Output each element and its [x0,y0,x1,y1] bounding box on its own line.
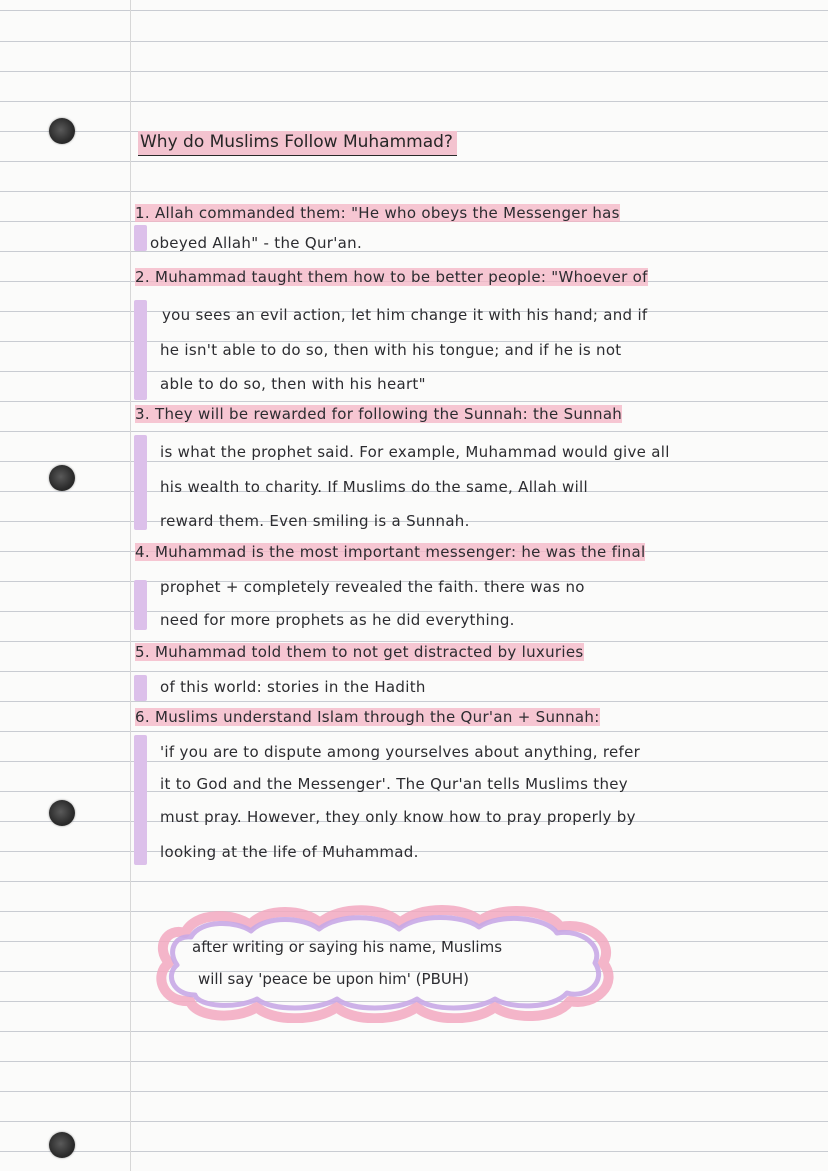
highlight-bar [134,300,147,400]
note-bubble-line: after writing or saying his name, Muslims [192,938,503,956]
highlight-bar [134,675,147,701]
highlight-bar [134,435,147,530]
binder-hole-icon [49,800,75,826]
note-line: is what the prophet said. For example, Muhammad would give all [160,443,670,461]
note-line: prophet + completely revealed the faith. there was no [160,578,585,596]
note-line: obeyed Allah" - the Qur'an. [150,234,363,252]
page-title: Why do Muslims Follow Muhammad? [138,131,457,156]
binder-hole-icon [49,465,75,491]
margin-line [130,0,131,1171]
note-line: 6. Muslims understand Islam through the Qur'an + Sunnah: [135,708,600,726]
note-line: it to God and the Messenger'. The Qur'an tells Muslims they [160,775,628,793]
note-line: need for more prophets as he did everything. [160,611,515,629]
highlight-bar [134,735,147,865]
binder-hole-icon [49,118,75,144]
note-line: 3. They will be rewarded for following the Sunnah: the Sunnah [135,405,623,423]
note-line: 1. Allah commanded them: "He who obeys the Messenger has [135,204,620,222]
note-line: 'if you are to dispute among yourselves about anything, refer [160,743,641,761]
note-line: 4. Muhammad is the most important messenger: he was the final [135,543,646,561]
note-line: you sees an evil action, let him change it with his hand; and if [162,306,648,324]
note-line: 2. Muhammad taught them how to be better people: "Whoever of [135,268,648,286]
note-bubble-line: will say 'peace be upon him' (PBUH) [198,970,469,988]
note-line: 5. Muhammad told them to not get distracted by luxuries [135,643,584,661]
highlight-bar [134,225,147,251]
note-line: reward them. Even smiling is a Sunnah. [160,512,470,530]
note-line: looking at the life of Muhammad. [160,843,419,861]
note-line: must pray. However, they only know how to pray properly by [160,808,636,826]
highlight-bar [134,580,147,630]
note-line: his wealth to charity. If Muslims do the same, Allah will [160,478,588,496]
binder-hole-icon [49,1132,75,1158]
note-line: able to do so, then with his heart" [160,375,426,393]
cloud-bubble-icon [155,903,620,1023]
note-line: he isn't able to do so, then with his tongue; and if he is not [160,341,622,359]
note-line: of this world: stories in the Hadith [160,678,426,696]
